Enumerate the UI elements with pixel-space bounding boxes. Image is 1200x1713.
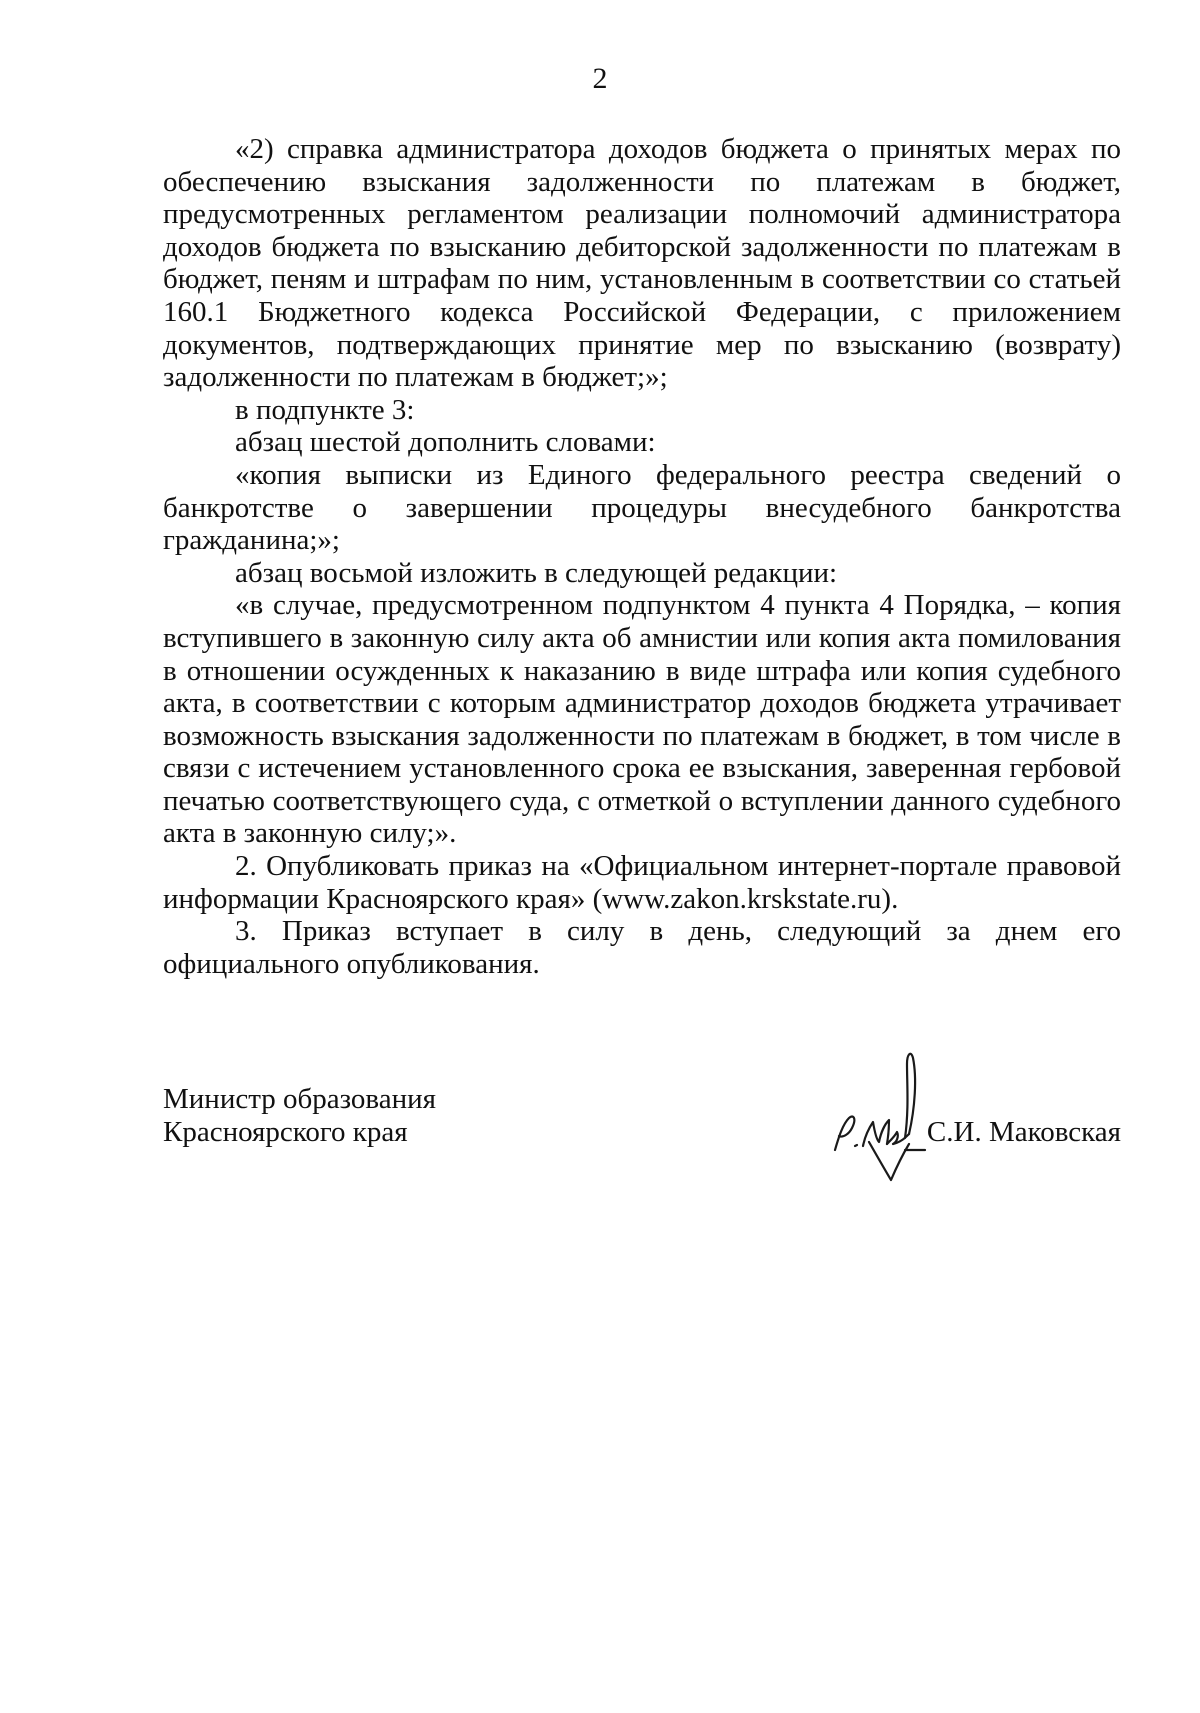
paragraph-publish-order: 2. Опубликовать приказ на «Официальном интернет-портале правовой информации Красноярского края» (www.zakon.krskstate.ru). [163, 850, 1121, 915]
minister-title-line-1: Министр образования [163, 1083, 436, 1115]
paragraph-sixth-abzac: абзац шестой дополнить словами: [235, 426, 656, 459]
paragraph-effective-date: 3. Приказ вступает в силу в день, следующий за днем его официального опубликования. [163, 915, 1121, 980]
paragraph-eighth-abzac: абзац восьмой изложить в следующей редакции: [235, 556, 838, 589]
paragraph-subpoint-3: в подпункте 3: [235, 393, 415, 426]
signer-name: С.И. Маковская [926, 1116, 1121, 1148]
paragraph-reference-2: «2) справка администратора доходов бюджета о принятых мерах по обеспечению взыскания задолженности по платежам в бюджет, предусмотренных регламентом реализации полномочий администратора доходов бюджета по взысканию дебиторской задолженности по платежам в бюджет, пеням и штрафам по ним, установленным в соответствии со статьей 160.1 Бюджетного кодекса Российской Федерации, с приложением документов, подтверждающих принятие мер по взысканию (возврату) задолженности по платежам в бюджет;»; [163, 133, 1121, 394]
minister-title-line-2: Красноярского края [163, 1116, 408, 1148]
paragraph-amnesty-copy: «в случае, предусмотренном подпунктом 4 пункта 4 Порядка, – копия вступившего в законную силу акта об амнистии или копия акта помилования в отношении осужденных к наказанию в виде штрафа или копия судебного акта, в соответствии с которым администратор доходов бюджета утрачивает возможность взыскания задолженности по платежам в бюджет, в том числе в связи с истечением установленного срока ее взыскания, заверенная гербовой печатью соответствующего суда, с отметкой о вступлении данного судебного акта в законную силу;». [163, 589, 1121, 850]
minister-title [163, 1083, 663, 1149]
paragraph-bankruptcy-copy: «копия выписки из Единого федерального реестра сведений о банкротстве о завершении процедуры внесудебного банкротства гражданина;»; [163, 458, 1121, 557]
signature-block [163, 1083, 1121, 1203]
document-body [163, 133, 1121, 980]
handwritten-signature-icon [825, 1038, 935, 1188]
page-number: 2 [592, 62, 608, 95]
